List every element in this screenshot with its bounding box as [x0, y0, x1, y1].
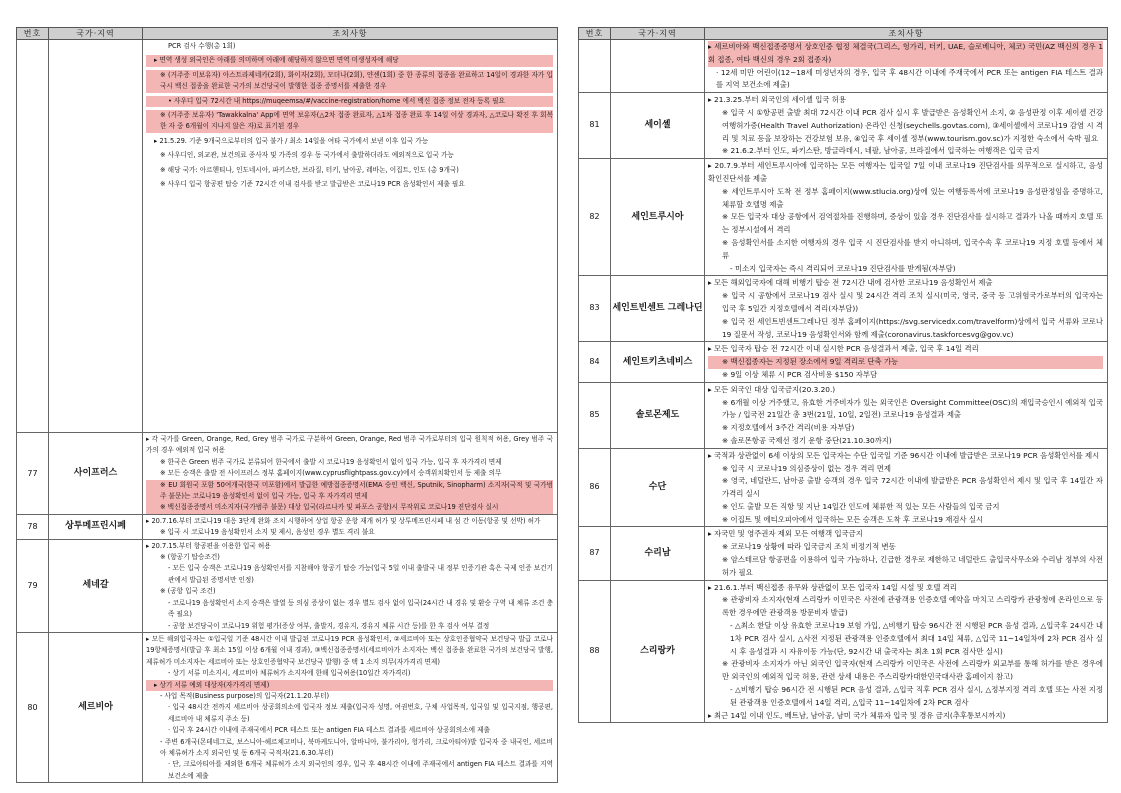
measure-line: ▸ 모든 외국인 대상 입국금지(20.3.20.) — [708, 384, 836, 394]
measure-line: ▸ 면역 생성 외국인은 아래를 의미하며 아래에 해당하지 않으면 면역 미생성자에 해당 — [146, 55, 553, 66]
measure-line: - 상기 서류 미소지시, 세르비아 체류허가 소지자에 한해 입국허용(10일간 자가격리) — [168, 669, 411, 678]
measure-line: ▸ 각 국가를 Green, Orange, Red, Grey 범주 국가로 구분하여 Green, Orange, Red 범주 국가로부터의 입국 원칙적 허용, Grey 범주 국가의 경우 예외적 입국 허용 — [146, 435, 553, 455]
country-name: 수리남 — [611, 527, 705, 580]
measure-line: ※ 지정호텔에서 3주간 격리(비용 자부담) — [722, 423, 855, 433]
measure-line: ▸ 20.7.15.부터 항공편을 이용한 입국 허용 — [146, 541, 271, 550]
measure-line: · 입국 48시간 전까지 세르비아 상공회의소에 입국자 정보 제출(입국자 성명, 여권번호, 구체 사업목적, 입국일 및 입국지점, 행공편, 세르비아 내 체류지 주소 등) — [168, 703, 553, 723]
right-table-body — [579, 40, 1108, 723]
measure-line: ※ 해당 국가: 아르헨티나, 인도네시아, 파키스탄, 브라질, 터키, 남아공, 레바논, 이집트, 인도 (총 9개국) — [160, 165, 459, 174]
table-row — [579, 448, 1108, 527]
row-number: 87 — [579, 527, 611, 580]
measure-line: ※ (공항 입국 조건) — [160, 587, 216, 596]
row-number: 81 — [579, 93, 611, 159]
measure-line: ※ 백신접종자는 지정된 장소에서 9일 격리로 단축 가능 — [708, 356, 1103, 369]
measure-line: ※ 입국 시 코로나19 의심증상이 없는 경우 격리 면제 — [722, 463, 891, 473]
country-name: 세이셸 — [611, 93, 705, 159]
measure-line: ▸ 21.5.29. 기준 9개국으로부터의 입국 불가 / 최소 14일을 여타 국가에서 보낸 이후 입국 가능 — [154, 136, 429, 145]
measure-line: ※ 인도 출발 모든 직항 및 지난 14일간 인도에 체류한 적 있는 모든 사람들의 입국 금지 — [722, 501, 1000, 511]
measure-line: - 코로나19 음성확인서 소지 승객은 발열 등 의심 증상이 없는 경우 별도 검사 없이 입국(24시간 내 경유 및 환승 구역 내 체류 조건 충족 필요) — [168, 598, 553, 619]
measure-line: - △최소 한달 이상 유효한 코로나19 보험 가입, △비행기 탑승 96시간 전 시행된 PCR 음성 결과, △입국후 24시간 내 1차 PCR 검사 실시, △사전 지정된 관광객용 인증호텔에서 최대 14일 체류, △입국 11~14일차에 2차 PCR 검사 실시 후 음성결과 시 자유이동 가능(단, 92시간 내 출국자는 최초 1회 PCR 검사만 실시) — [730, 621, 1103, 656]
row-number: 83 — [579, 276, 611, 342]
measure-line: ※ 암스테르담 항공편을 이용하여 입국 가능하나, 긴급한 경우로 제한하고 네덜란드 출입국사무소와 수리남 정부의 사전허가 필요 — [722, 555, 1103, 577]
row-number: 85 — [579, 382, 611, 448]
country-name: 세인트빈센트 그레나딘 — [611, 276, 705, 342]
measure-line: PCR 검사 수행(총 1회) — [168, 42, 236, 50]
measure-line: ※ 백신접종증명서 미소지자(국가범주 불문) 대상 입국(라르나카 및 파포스 공항)시 무작위로 코로나19 진단검사 실시 — [146, 502, 553, 513]
table-row — [579, 159, 1108, 276]
country-name: 세인트키츠네비스 — [611, 342, 705, 382]
measure-line: ※ 사우디인, 외교관, 보건의료 종사자 및 가족의 경우 동 국가에서 출발하더라도 예외적으로 입국 가능 — [160, 151, 454, 160]
row-number: 82 — [579, 159, 611, 276]
measure-line: ※ 영국, 네덜란드, 남아공 출발 승객의 경우 입국 72시간 이내에 발급받은 PCR 음성확인서 제시 및 입국 후 14일간 자가격리 실시 — [722, 476, 1103, 499]
left-measures-table — [16, 27, 558, 783]
table-row — [17, 40, 558, 433]
measure-line: ※ 코로나19 상황에 따라 입국금지 조치 비정기적 변동 — [722, 542, 896, 552]
table-row — [17, 514, 558, 539]
measure-cell — [705, 276, 1108, 342]
measure-cell — [705, 527, 1108, 580]
measure-line: ▸ 20.7.9.부터 세인트루시아에 입국하는 모든 여행자는 입국일 7일 이내 코로나19 진단검사를 의무적으로 실시하고, 음성확인진단서를 제출 — [708, 161, 1103, 183]
measure-cell — [705, 382, 1108, 448]
left-header-row — [17, 28, 558, 40]
country-name — [49, 40, 143, 433]
country-name: 스리랑카 — [611, 580, 705, 723]
country-name: 사이프러스 — [49, 433, 143, 515]
measure-line: ※ 사우디 입국 항공편 탑승 기준 72시간 이내 검사를 받고 발급받은 코로나19 PCR 음성확인서 제출 필요 — [160, 180, 465, 189]
measure-cell — [705, 93, 1108, 159]
header-no: 번호 — [579, 28, 611, 40]
measure-line: ※ 입국 시 코로나19 음성확인서 소지 및 제시, 음성인 경우 별도 격리 불요 — [160, 528, 375, 537]
measure-line: - 사업 목적(Business purpose)의 입국자(21.1.20.부터) — [160, 691, 330, 700]
measure-line: ▸ 모든 해외입국자에 대해 비행기 탑승 전 72시간 내에 검사한 코로나19 음성확인서 제출 — [708, 278, 993, 288]
row-number: 77 — [17, 433, 49, 515]
measure-cell — [705, 342, 1108, 382]
measure-line: ▸ 21.3.25.부터 외국인의 세이셸 입국 허용 — [708, 95, 846, 105]
measure-line: ※ 입국 시 공항에서 코로나19 검사 실시 및 24시간 격리 조치 실시(미국, 영국, 중국 등 고위험국가로부터의 입국자는 입국 후 5일간 지정호텔에서 격리(자부담)) — [722, 291, 1103, 313]
measure-cell — [143, 40, 558, 433]
measure-line: ※ EU 회원국 포함 50여개국(한국 미포함)에서 발급한 예방접종증명서(EMA 승인 백신, Sputnik, Sinopharm) 소지자(국적 및 국가범주 불문)는 코로나19 음성확인서 없이 입국 가능, 입국 후 자가격리 면제 — [146, 480, 553, 503]
measure-line: ▸ 자국민 및 영주권자 제외 모든 여행객 입국금지 — [708, 529, 863, 539]
row-number: 86 — [579, 448, 611, 527]
measure-cell — [143, 632, 558, 782]
measure-cell — [143, 433, 558, 515]
measure-line: ※ 음성확인서를 소지한 여행자의 경우 입국 시 진단검사를 받지 아니하며, 입국수속 후 코로나19 지정 호텔 등에서 체류 — [722, 237, 1103, 260]
measure-line: ▸ 국적과 상관없이 6세 이상의 모든 입국자는 수단 입국일 기준 96시간 이내에 발급받은 코로나19 PCR 음성확인서를 제시 — [708, 450, 1100, 460]
measure-cell — [705, 580, 1108, 723]
measure-line: · 단, 크로아티아를 제외한 6개국 체류허가 소지 외국인의 경우, 입국 후 48시간 이내에 주재국에서 antigen FIA 테스트 결과를 지역 보건소에 제출 — [168, 760, 553, 780]
measure-line: ※ 6개월 이상 거주했고, 유효한 거주비자가 있는 외국인은 Oversight Committee(OSC)의 재입국승인시 예외적 입국 가능 / 입국전 21일간 총 3번(21일, 10일, 2일전) 코로나19 음성결과 제출 — [722, 397, 1103, 420]
country-name: 상투메프린시페 — [49, 514, 143, 539]
header-measure: 조치사항 — [143, 28, 558, 40]
country-name: 세네갈 — [49, 539, 143, 632]
measure-cell — [705, 159, 1108, 276]
table-row — [579, 93, 1108, 159]
country-name — [611, 40, 705, 93]
right-header-row — [579, 28, 1108, 40]
measure-line: - △비행기 탑승 96시간 전 시행된 PCR 음성 결과, △입국 직후 PCR 검사 실시, △정부지정 격리 호텔 또는 사전 지정된 관광객용 인증호텔에서 14일 격리, △입국 11~14일차에 2차 PCR 검사 — [730, 685, 1103, 707]
right-measures-table — [578, 27, 1108, 723]
measure-line: ※ 모든 승객은 출발 전 사이프러스 정부 홈페이지(www.cyprusflightpass.gov.cy)에서 승객위치확인서 등 제출 의무 — [160, 469, 502, 478]
measure-line: ※ 입국 전 세인트빈센트그레나딘 정부 홈페이지(https://svg.servicedx.com/travelform)상에서 입국 서류와 코로나19 질문서 작성, 코로나19 음성확인서와 함께 제출(coronavirus.taskforcesvg@gov.vc) — [722, 316, 1103, 339]
table-row — [17, 539, 558, 632]
measure-line: ▸ 세르비아와 백신접종증명서 상호인증 협정 체결국(그리스, 헝가리, 터키, UAE, 슬로베니아, 체코) 국민(AZ 백신의 경우 1회 접종, 여타 백신의 경우 2회 접종자) — [708, 41, 1103, 67]
country-name: 솔로몬제도 — [611, 382, 705, 448]
measure-line: ▸ 21.6.1.부터 백신접종 유무와 상관없이 모든 입국자 14일 시설 및 호텔 격리 — [708, 582, 957, 592]
measure-line: ▸ 모든 해외입국자는 ①입국일 기준 48시간 이내 발급된 코로나19 PCR 음성확인서, ②세르비아 또는 상호인증협약국 보건당국 발급 코로나19항체증명서(발급 후 최소 15일 이상 6개월 이내 경과), ③백신접종증명서(세르비아가 소지자는 백신 접종을 완료한 국가의 보건당국 발행, 제류허가 미소지자는 세르비아 또는 상호인증협약국 보건당국 발행) 중 택 1 소지 의무(자가격리 면제) — [146, 634, 553, 666]
measure-line: ※ 세인트루시아 도착 전 정부 홈페이지(www.stlucia.org)상에 있는 여행등록서에 코로나19 음성판정임을 증명하고, 체류할 호텔명 제출 — [722, 186, 1103, 209]
measure-line: ※ 이집트 및 에티오피아에서 입국하는 모든 승객은 도착 후 코로나19 재검사 실시 — [722, 514, 984, 524]
measure-line: · 입국 후 24시간 이내에 주재국에서 PCR 테스트 또는 antigen FIA 테스트 결과를 세르비아 상공회의소에 제출 — [168, 726, 490, 735]
header-no: 번호 — [17, 28, 49, 40]
measure-line: ※ (항공기 탑승조건) — [160, 553, 220, 562]
row-number: 79 — [17, 539, 49, 632]
measure-line: ※ (거주증 미보유자) 아스트라제네카(2회), 화이자(2회), 모더나(2회), 얀센(1회) 중 한 종류의 접종을 완료하고 14일이 경과한 자가 입국시 백신 접종을 완료한 국가의 보건당국이 발행한 접종 증명서를 제출한 경우 — [146, 70, 553, 93]
header-country: 국가·지역 — [611, 28, 705, 40]
table-row — [17, 632, 558, 782]
table-row — [17, 433, 558, 515]
measure-cell — [705, 448, 1108, 527]
measure-line: ▸ 최근 14일 이내 인도, 베트남, 남아공, 남미 국가 체류자 입국 및 경유 금지(추후통보시까지) — [708, 710, 1006, 720]
table-row — [579, 276, 1108, 342]
left-table-body — [17, 40, 558, 783]
table-row — [579, 527, 1108, 580]
header-measure: 조치사항 — [705, 28, 1108, 40]
measure-line: ※ 한국은 Green 범주 국가로 분류되어 한국에서 출발 시 코로나19 음성확인서 없이 입국 가능, 입국 후 자가격리 면제 — [160, 457, 502, 466]
table-row — [579, 580, 1108, 723]
measure-line: ※ 21.6.2.부터 인도, 파키스탄, 방글라데시, 네팔, 남아공, 브라질에서 입국하는 여행객은 입국 금지 — [722, 146, 1040, 156]
country-name: 세인트루시아 — [611, 159, 705, 276]
table-row — [579, 382, 1108, 448]
measure-line: - 모든 입국 승객은 코로나19 음성확인서를 지참해야 항공기 탑승 가능(입국 5일 이내 출발국 내 정부 인증기관 혹은 국제 인증 보건기관에서 발급된 증명서만 인정) — [168, 564, 553, 584]
measure-line: · 12세 미만 어린이(12~18세 미성년자의 경우, 입국 후 48시간 이내에 주재국에서 PCR 또는 antigen FIA 테스트 결과를 지역 보건소에 제출) — [716, 67, 1103, 90]
row-number — [579, 40, 611, 93]
measure-line: ※ 모든 입국자 대상 공항에서 검역절차를 진행하며, 증상이 있을 경우 진단검사를 실시하고 결과가 나올 때까지 호텔 또는 정부시설에서 격리 — [722, 212, 1103, 235]
header-country: 국가·지역 — [49, 28, 143, 40]
row-number — [17, 40, 49, 433]
measure-line: ※ 관광비자 소지자(현재 스리랑카 이민국은 사전에 관광객용 인증호텔 예약을 마치고 스리랑카 관광청에 온라인으로 등록한 경우에만 관광객용 방문비자 발급) — [722, 595, 1103, 618]
row-number: 88 — [579, 580, 611, 723]
country-name: 세르비아 — [49, 632, 143, 782]
measure-cell — [143, 514, 558, 539]
measure-line: ▸ 모든 입국자 탑승 전 72시간 이내 실시한 PCR 음성결과서 제출, 입국 후 14일 격리 — [708, 344, 979, 354]
table-row — [579, 40, 1108, 93]
table-row — [579, 342, 1108, 382]
measure-line: - 공항 보건당국이 코로나19 위험 평가(증상 여부, 출발지, 경유지, 경유지 체류 시간 등)를 한 후 검사 여부 결정 — [168, 621, 490, 630]
measure-cell — [143, 539, 558, 632]
measure-line: ※ 입국 시 ①항공편 출발 최대 72시간 이내 PCR 검사 실시 후 발급받은 음성확인서 소지, ② 음성판정 이후 세이셸 건강여행허가증(Health Travel Authorization) 온라인 신청(seychells.govtas.com), ③세이셸에서 코로나19 감염 시 격리 및 치료 등을 보장하는 건강보험 보유, ④입국 후 세이셸 정부(www.tourism.gov.sc)가 지정한 숙소에서 숙박 필요 — [722, 107, 1103, 143]
measure-line: ▸ 상기 서류 예외 대상자(자가격리 면제) — [146, 680, 553, 691]
row-number: 84 — [579, 342, 611, 382]
measure-line: • 사우디 입국 72시간 내 https://muqeemsa/#/vaccine-registration/home 에서 백신 접종 정보 전자 등록 필요 — [146, 96, 553, 107]
country-name: 수단 — [611, 448, 705, 527]
measure-line: ※ 9일 이상 체류 시 PCR 검사비용 $150 자부담 — [722, 369, 878, 379]
measure-line: ※ 관광비자 소지자가 아닌 외국인 입국자(현재 스리랑카 이민국은 사전에 스리랑카 외교부를 통해 허가를 받은 경우에만 외국인의 예외적 입국 허용, 관련 상세 내용은 주스리랑카대한민국대사관 홈페이지 참고) — [722, 659, 1103, 682]
measure-line: ※ (거주증 보유자) 'Tawakkalna' App에 면역 보유자(△2차 접종 완료자, △1차 접종 완료 후 14일 이상 경과자, △코로나 확진 후 회복한 자 중 6개월이 지나지 않은 자)로 표기된 경우 — [146, 110, 553, 133]
row-number: 80 — [17, 632, 49, 782]
measure-line: - 주변 6개국(몬테네그로, 보스니아-헤르체고비나, 북마케도니아, 알바니아, 불가리아, 헝가리, 크로아티아)발 입국자 중 내국인, 세르비아 체류허가 소지 외국인 및 동 6개국 국적자(21.6.30.부터) — [160, 737, 553, 757]
measure-cell — [705, 40, 1108, 93]
measure-line: ▸ 20.7.16.부터 코로나19 대응 3단계 완화 조치 시행하여 상업 항공 운항 재개 허가 및 상투메프린시페 내 섬 간 이동(항공 및 선박) 허가 — [146, 516, 541, 525]
measure-line: - 미소지 입국자는 즉시 격리되어 코로나19 진단검사를 받게됨(자부담) — [730, 263, 956, 273]
row-number: 78 — [17, 514, 49, 539]
measure-line: ※ 솔로몬항공 국제선 정기 운항 중단(21.10.30까지) — [722, 435, 892, 445]
